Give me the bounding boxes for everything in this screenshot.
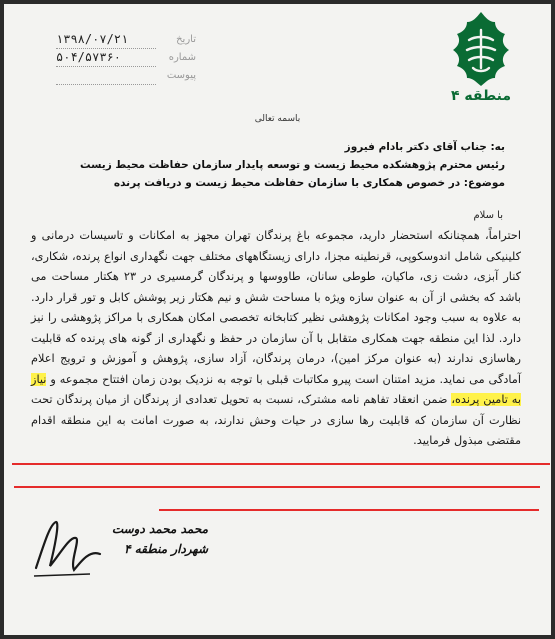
date-value: ۱۳۹۸/۰۷/۲۱ [56,32,129,46]
signature-block [38,522,208,556]
number-value: ۵۰۴/۵۷۳۶۰ [56,50,122,64]
attachment-label: پیوست [166,70,196,81]
municipality-logo [431,10,531,104]
red-underline-3 [159,509,539,511]
letter-subject: موضوع: در خصوص همکاری با سازمان حفاظت محیط زیست و دریافت پرنده [113,177,505,189]
letter-body [31,226,521,452]
addressee-name: به: جناب آقای دکتر بادام فیروز [344,141,505,153]
body-text-part2: ضمن انعقاد تفاهم نامه مشترک، نسبت به تحویل تعدادی از پرندگان از میان پرندگان تحت نظارت آن سازمان که قابلیت رها سازی در حیات وحش ندارند، به صورت امانت به این منطقه اقدام مقتضی مبذول فرمایید. [31,393,521,447]
salutation: با سلام [473,210,503,221]
date-label: تاریخ [176,34,196,45]
letter-meta [56,34,196,88]
number-label: شماره [168,52,196,63]
tehran-municipality-emblem-icon [449,10,513,86]
attachment-row [56,70,196,88]
addressee-block [45,138,505,192]
body-text-part1: احتراماً، همچنانکه استحضار دارید، مجموعه باغ پرندگان تهران مجهز به امکانات و تاسیسات درمانی و کلینیکی شامل اندوسکوپی، قرنطینه مجزا، دارای زیستگاههای مختلف جهت نگهداری انواع پرنده، شکاری، کنار آبزی، دشت زی، ماکیان، طوطی سانان، طاووسها و پرندگان گرمسیری در ۲۳ هکتار مساحت می باشد که بخشی از آن به عنوان سازه ویژه با مساحت شش و نیم هکتار زیر پوشش کابل و تور قرار دارد. به علاوه به سبب وجود امکانات پژوهشی نظیر کتابخانه تخصصی امکان همکاری با مراکز پژوهشی را نیز دارد. لذا این منطقه جهت همکاری متقابل با آن سازمان در حفظ و نگهداری از گونه های پرنده که قابلیت رهاسازی ندارند (به عنوان مرکز امین)، درمان پرندگان، آزاد سازی، پژوهش و آموزش و ترویج اعلام آمادگی می نماید. مزید امتنان است پیرو مکاتبات قبلی با توجه به نزدیک بودن زمان افتتاح مجموعه و [31,229,522,386]
signatory-title: شهردار منطقه ۴ [124,542,208,556]
red-underline-2 [14,486,540,488]
invocation: باسمه تعالی [254,114,301,124]
handwritten-signature-icon [30,514,110,584]
letter-sheet [4,4,551,635]
red-underline-1 [12,463,550,465]
highlighted-phrase: نیاز به تامین پرنده، [31,372,521,406]
region-caption: منطقه ۴ [450,88,511,104]
number-row [56,52,196,70]
addressee-title: رئیس محترم پژوهشکده محیط زیست و توسعه پایدار سازمان حفاظت محیط زیست [79,159,505,171]
signatory-name: محمد محمد دوست [111,522,208,536]
